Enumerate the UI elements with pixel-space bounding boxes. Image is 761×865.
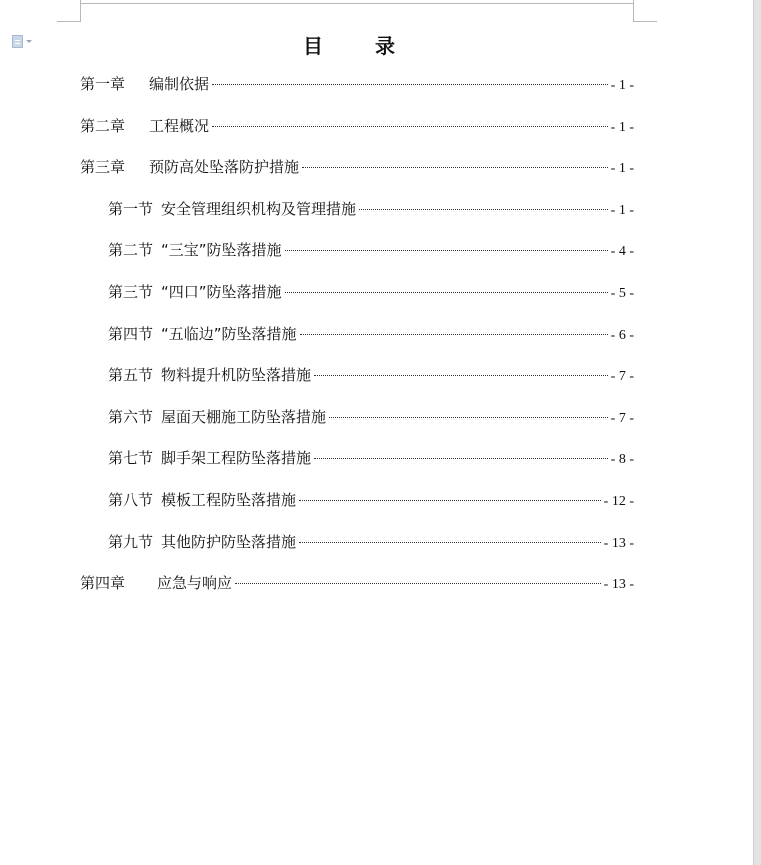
- toc-entry[interactable]: [80, 72, 634, 114]
- toc-entry[interactable]: [80, 322, 634, 364]
- crop-mark-left-horizontal: [57, 21, 81, 22]
- toc-dot-leader: [299, 542, 601, 543]
- toc-entry-text: 屋面天棚施工防坠落措施: [161, 407, 327, 426]
- toc-entry-text: “三宝”防坠落措施: [161, 241, 282, 260]
- toc-entry-text: “四口”防坠落措施: [161, 282, 282, 301]
- toc-entry-page: - 7 -: [610, 369, 634, 385]
- toc-dot-leader: [285, 292, 608, 293]
- toc-entry-text: “五临边”防坠落措施: [161, 324, 297, 343]
- toc-dot-leader: [359, 209, 608, 210]
- toc-entry[interactable]: [80, 363, 634, 405]
- toc-entry[interactable]: [80, 571, 634, 613]
- toc-entry-number: 第二章: [80, 116, 126, 135]
- crop-mark-right-horizontal: [633, 21, 657, 22]
- toc-dot-leader: [314, 458, 608, 459]
- toc-entry-number: 第三节: [108, 282, 154, 301]
- toc-dot-leader: [329, 417, 608, 418]
- toc-entry-page: - 12 -: [603, 493, 634, 509]
- toc-dot-leader: [212, 84, 608, 85]
- toc-entry-number: 第四节: [108, 324, 154, 343]
- toc-entry-page: - 13 -: [603, 577, 634, 593]
- toc-entry[interactable]: [80, 197, 634, 239]
- toc-entry-text: 其他防护防坠落措施: [161, 532, 297, 551]
- toc-entry[interactable]: [80, 488, 634, 530]
- toc-entry-number: 第三章: [80, 158, 126, 177]
- toc-dot-leader: [235, 583, 601, 584]
- toc-entry-page: - 13 -: [603, 535, 634, 551]
- toc-entry-page: - 1 -: [610, 161, 634, 177]
- toc-entry-number: 第二节: [108, 241, 154, 260]
- toc-dot-leader: [212, 126, 608, 127]
- toc-entry-page: - 1 -: [610, 119, 634, 135]
- toc-entry-text: 脚手架工程防坠落措施: [161, 449, 312, 468]
- toc-entry[interactable]: [80, 238, 634, 280]
- toc-entry-page: - 7 -: [610, 410, 634, 426]
- toc-entry[interactable]: [80, 280, 634, 322]
- toc-entry-page: - 5 -: [610, 285, 634, 301]
- crop-mark-right-vertical: [633, 0, 634, 22]
- toc-dot-leader: [299, 500, 601, 501]
- toc-entry[interactable]: [80, 530, 634, 572]
- crop-mark-left-vertical: [80, 0, 81, 22]
- toc-entry-page: - 1 -: [610, 78, 634, 93]
- toc-dot-leader: [314, 375, 608, 376]
- toc-entry-number: 第一章: [80, 75, 126, 93]
- toc-entry-text: 模板工程防坠落措施: [161, 490, 297, 509]
- toc-entry-text: 物料提升机防坠落措施: [161, 366, 312, 385]
- toc-entry[interactable]: [80, 446, 634, 488]
- toc-entry-number: 第七节: [108, 449, 154, 468]
- toc-entry-text: 编制依据: [149, 75, 210, 93]
- table-of-contents: [80, 72, 634, 613]
- toc-entry-page: - 8 -: [610, 452, 634, 468]
- toc-title: 目 录: [303, 34, 411, 58]
- toc-entry-page: - 4 -: [610, 244, 634, 260]
- toc-entry-text: 预防高处坠落防护措施: [149, 158, 300, 177]
- document-icon: [12, 35, 23, 48]
- vertical-scrollbar[interactable]: [753, 0, 761, 865]
- toc-entry[interactable]: [80, 155, 634, 197]
- toc-entry[interactable]: [80, 114, 634, 156]
- toc-entry-page: - 1 -: [610, 202, 634, 218]
- toc-dot-leader: [302, 167, 608, 168]
- toc-entry-number: 第六节: [108, 407, 154, 426]
- toc-entry-page: - 6 -: [610, 327, 634, 343]
- toc-dot-leader: [300, 334, 608, 335]
- toc-entry-number: 第五节: [108, 366, 154, 385]
- toc-entry[interactable]: [80, 405, 634, 447]
- caret-down-icon: [26, 40, 32, 43]
- toc-entry-number: 第一节: [108, 199, 154, 218]
- document-menu-button[interactable]: [12, 34, 40, 48]
- toc-entry-number: 第八节: [108, 490, 154, 509]
- toc-entry-text: 工程概况: [149, 116, 210, 135]
- toc-dot-leader: [285, 250, 608, 251]
- page-top-border: [80, 3, 634, 4]
- toc-entry-number: 第四章: [80, 574, 126, 593]
- toc-entry-text: 应急与响应: [157, 574, 233, 593]
- toc-entry-text: 安全管理组织机构及管理措施: [161, 199, 357, 218]
- toc-entry-number: 第九节: [108, 532, 154, 551]
